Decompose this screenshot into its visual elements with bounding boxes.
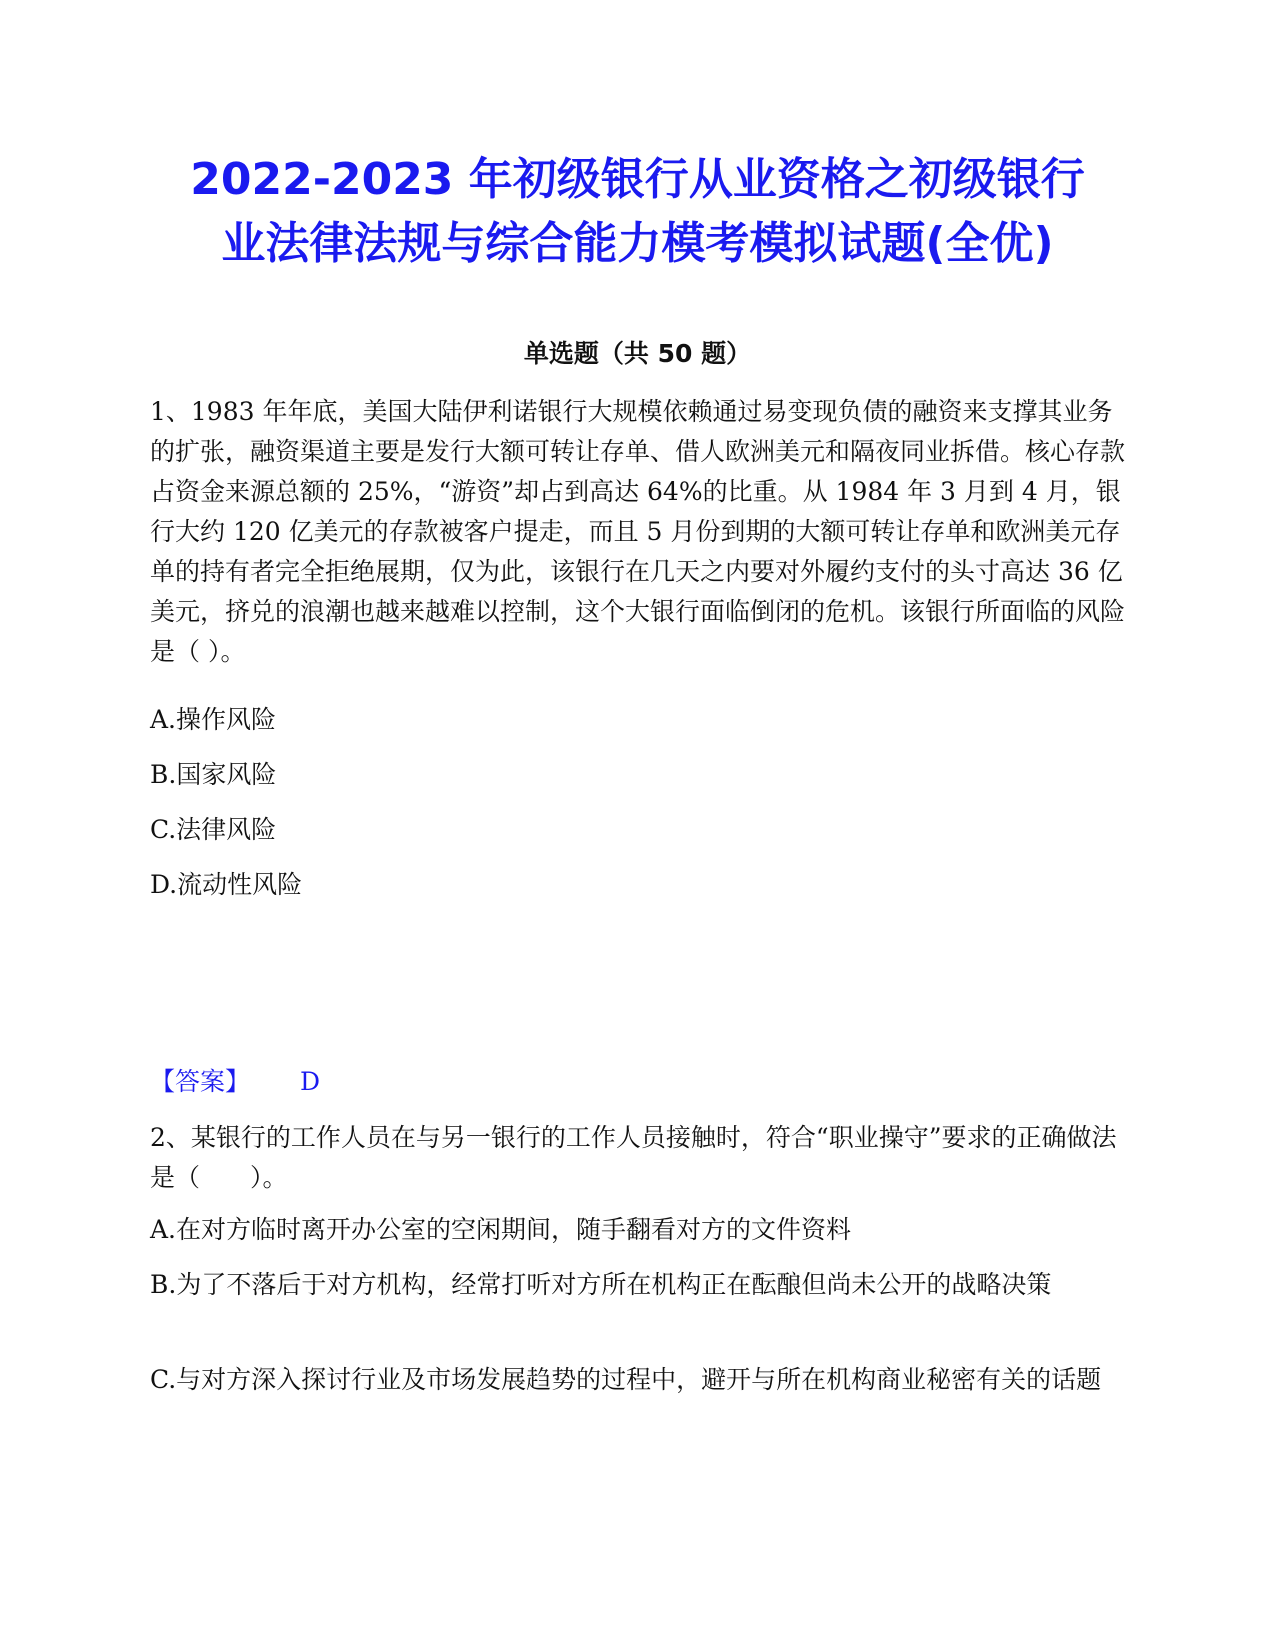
question-1-option-a: A.操作风险 bbox=[150, 705, 277, 734]
question-2-option-a: A.在对方临时离开办公室的空闲期间，随手翻看对方的文件资料 bbox=[150, 1215, 852, 1244]
question-2-option-b: B.为了不落后于对方机构，经常打听对方所在机构正在酝酿但尚未公开的战略决策 bbox=[150, 1270, 1052, 1299]
title-line-2: 业法律法规与综合能力模考模拟试题(全优) bbox=[221, 218, 1054, 269]
question-1-option-c: C.法律风险 bbox=[150, 815, 277, 844]
question-1-option-d: D.流动性风险 bbox=[150, 870, 303, 899]
answer-label: 【答案】 bbox=[150, 1067, 251, 1096]
question-1-answer bbox=[150, 1062, 320, 1102]
question-1-option-b: B.国家风险 bbox=[150, 760, 277, 789]
title-line-1: 2022-2023 年初级银行从业资格之初级银行 bbox=[190, 154, 1085, 205]
section-heading: 单选题（共 50 题） bbox=[523, 339, 752, 368]
question-1-text: 1、1983 年年底，美国大陆伊利诺银行大规模依赖通过易变现负债的融资来支撑其业务的扩张，融资渠道主要是发行大额可转让存单、借人欧洲美元和隔夜同业拆借。核心存款占资金来源总额的 25%，“游资”却占到高达 64%的比重。从 1984 年 3 月到 4 月，银行大约 120 亿美元的存款被客户提走，而且 5 月份到期的大额可转让存单和欧洲美元存单的持有者完全拒绝展期，仅为此，该银行在几天之内要对外履约支付的头寸高达 36 亿美元，挤兑的浪潮也越来越难以控制，这个大银行面临倒闭的危机。该银行所面临的风险是（ ）。 bbox=[150, 397, 1126, 666]
answer-value: D bbox=[300, 1067, 321, 1096]
document-title bbox=[140, 148, 1135, 276]
question-2-text: 2、某银行的工作人员在与另一银行的工作人员接触时，符合“职业操守”要求的正确做法是（ ）。 bbox=[150, 1123, 1117, 1192]
question-2-option-c: C.与对方深入探讨行业及市场发展趋势的过程中，避开与所在机构商业秘密有关的话题 bbox=[150, 1365, 1102, 1394]
